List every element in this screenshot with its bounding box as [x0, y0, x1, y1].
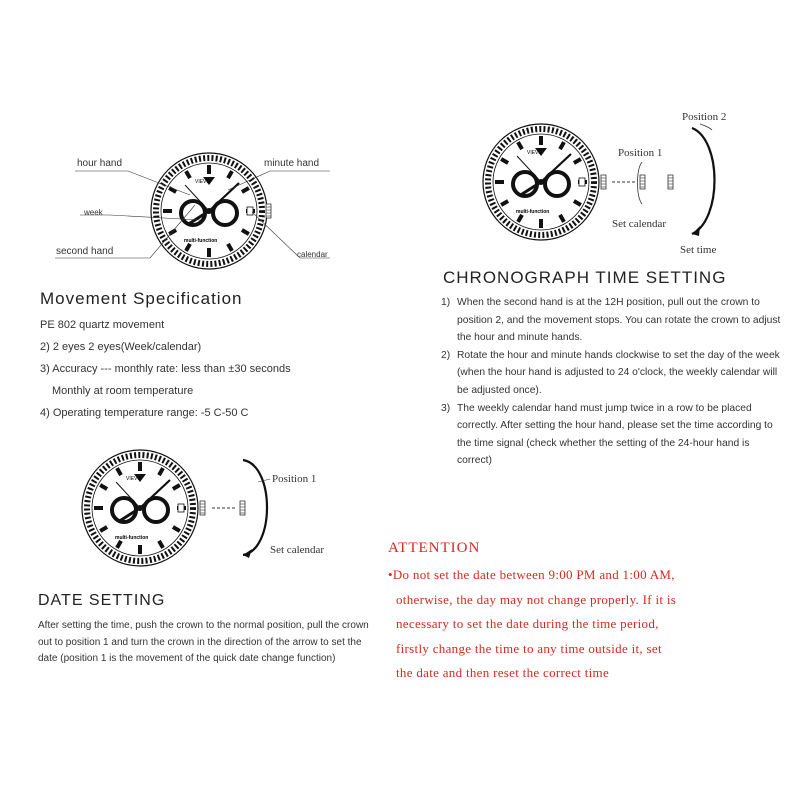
spec-line-2: 2) 2 eyes 2 eyes(Week/calendar)	[40, 341, 202, 353]
chrono-diagram	[400, 100, 800, 270]
crown-position-1	[640, 175, 645, 189]
spec-list	[40, 314, 291, 424]
dial-brand: VIEVS	[195, 179, 210, 185]
step-number: 3)	[441, 402, 451, 414]
dial-brand: VIEVS	[126, 476, 141, 482]
crown-stem	[266, 204, 271, 218]
rotation-arrow	[692, 128, 715, 234]
movement-diagram	[0, 0, 400, 280]
watch-dial	[82, 450, 198, 566]
step-text: When the second hand is at the 12H position, pull out the crown to position 2, and the movement stops. You can rotate the crown to adjust the hour and minute hands.	[457, 297, 781, 344]
minute-hand-label: minute hand	[264, 158, 320, 169]
step-text: Rotate the hour and minute hands clockwise to set the day of the week (when the hour hand is adjusted to 24 o'clock, the weekly calendar will be adjusted once).	[457, 349, 780, 396]
date-setting-title: DATE SETTING	[38, 592, 166, 609]
chrono-steps	[441, 294, 781, 470]
crown-position-2	[668, 175, 673, 189]
attention-line-3: necessary to set the date during the time period,	[396, 616, 659, 631]
set-calendar-label: Set calendar	[612, 218, 667, 230]
rotation-arrow	[243, 460, 267, 555]
set-calendar-label: Set calendar	[270, 544, 325, 556]
attention-line-1: •Do not set the date between 9:00 PM and 1:00 AM,	[388, 567, 675, 582]
spec-line-1: PE 802 quartz movement	[40, 319, 165, 331]
spec-line-4: Monthly at room temperature	[52, 385, 194, 397]
chrono-title: CHRONOGRAPH TIME SETTING	[443, 268, 727, 287]
spec-line-5: 4) Operating temperature range: -5 C-50 C	[40, 407, 249, 419]
spec-title: Movement Specification	[40, 289, 243, 308]
step-number: 1)	[441, 297, 451, 308]
set-time-label: Set time	[680, 244, 717, 256]
arrow-head	[243, 549, 252, 558]
dial-function-text: multi-function	[516, 209, 550, 215]
position-1-label: Position 1	[272, 473, 317, 485]
position-1-label: Position 1	[618, 147, 663, 159]
attention-title: ATTENTION	[388, 540, 481, 556]
dial-function-text: multi-function	[115, 535, 149, 541]
crown-stem	[601, 175, 606, 189]
position-2-label: Position 2	[682, 111, 727, 123]
dial-brand: VIEVS	[527, 150, 542, 156]
step-text: The weekly calendar hand must jump twice in a row to be placed correctly. After setting the hour hand, please set the time according to the time signal (check whether the setting of the 24-hour hand is correct)	[457, 402, 773, 467]
step-number: 2)	[441, 349, 451, 361]
week-label: week	[84, 208, 103, 217]
crown-stem	[200, 501, 205, 515]
spec-line-3: 3) Accuracy --- monthly rate: less than ±30 seconds	[40, 363, 291, 375]
attention-text	[388, 563, 788, 686]
attention-line-2: otherwise, the day may not change properly. If it is	[396, 591, 677, 607]
watch-dial	[151, 153, 267, 269]
dial-function-text: multi-function	[184, 238, 218, 244]
calendar-label: calendar	[297, 250, 328, 259]
hour-hand-label: hour hand	[77, 158, 123, 169]
attention-line-5: the date and then reset the correct time	[396, 665, 610, 680]
date-setting-text: After setting the time, push the crown to the normal position, pull the crown out to position 1 and turn the crown in the direction of the arrow to set the date (position 1 is the movement of the quick date change function)	[38, 620, 369, 664]
date-setting-diagram	[0, 430, 400, 590]
chrono-step-1	[441, 294, 781, 347]
crown-position-1	[240, 501, 245, 515]
chrono-step-2	[441, 347, 781, 400]
attention-line-4: firstly change the time to any time outside it, set	[396, 640, 662, 656]
second-hand-label: second hand	[56, 246, 114, 257]
watch-dial	[483, 124, 599, 240]
chrono-step-3	[441, 400, 781, 470]
